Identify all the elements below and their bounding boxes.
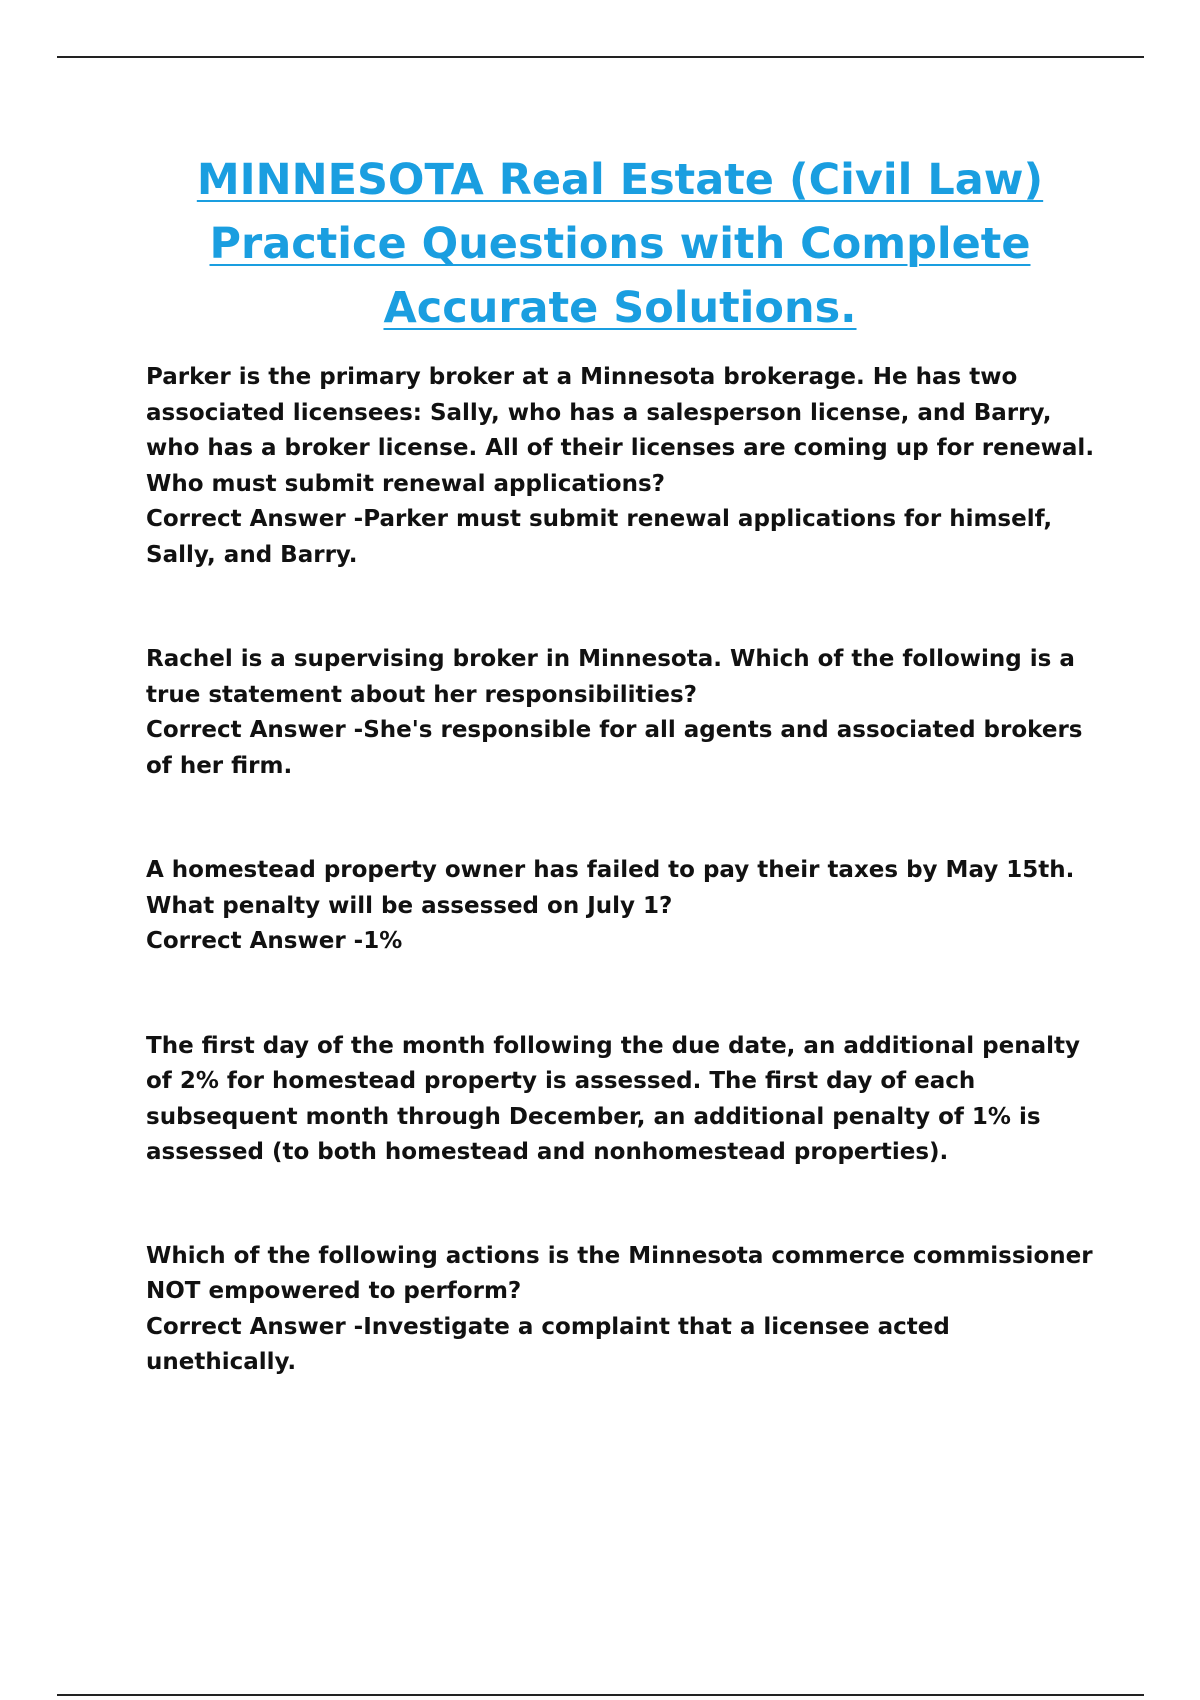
answer-text: Correct Answer -Investigate a complaint that a licensee acted unethically. — [146, 1313, 950, 1375]
qa-item-1 — [146, 360, 1096, 573]
qa-item-3 — [146, 853, 1096, 960]
question-text: Which of the following actions is the Minnesota commerce commissioner NOT empowered to perform? — [146, 1242, 1093, 1304]
answer-text: Correct Answer -1% — [146, 928, 403, 954]
qa-item-2 — [146, 642, 1096, 784]
qa-item-4 — [146, 1239, 1096, 1381]
document-title — [100, 148, 1140, 340]
bottom-rule — [57, 1694, 1144, 1696]
title-line-3: Accurate Solutions. — [383, 283, 857, 333]
note-text: The first day of the month following the due date, an additional penalty of 2% for homestead property is assessed. The first day of each subsequent month through December, an additional penalty of 1% is assessed (to both homestead and nonhomestead properties). — [146, 1032, 1080, 1165]
answer-text: Correct Answer -She's responsible for all agents and associated brokers of her firm. — [146, 717, 1083, 779]
answer-text: Correct Answer -Parker must submit renewal applications for himself, Sally, and Barry. — [146, 506, 1053, 568]
explanation-note — [146, 1029, 1096, 1171]
question-text: A homestead property owner has failed to pay their taxes by May 15th. What penalty will be assessed on July 1? — [146, 857, 1075, 919]
question-text: Rachel is a supervising broker in Minnesota. Which of the following is a true statement about her responsibilities? — [146, 646, 1075, 708]
title-line-2: Practice Questions with Complete — [209, 219, 1031, 269]
question-text: Parker is the primary broker at a Minnesota brokerage. He has two associated licensees: Sally, who has a salesperson license, and Barry, who has a broker license. All of their licenses are coming up for renewal. Who must submit renewal applications? — [146, 364, 1095, 497]
top-rule — [57, 56, 1144, 58]
title-line-1: MINNESOTA Real Estate (Civil Law) — [196, 155, 1044, 205]
document-body — [146, 360, 1096, 1381]
